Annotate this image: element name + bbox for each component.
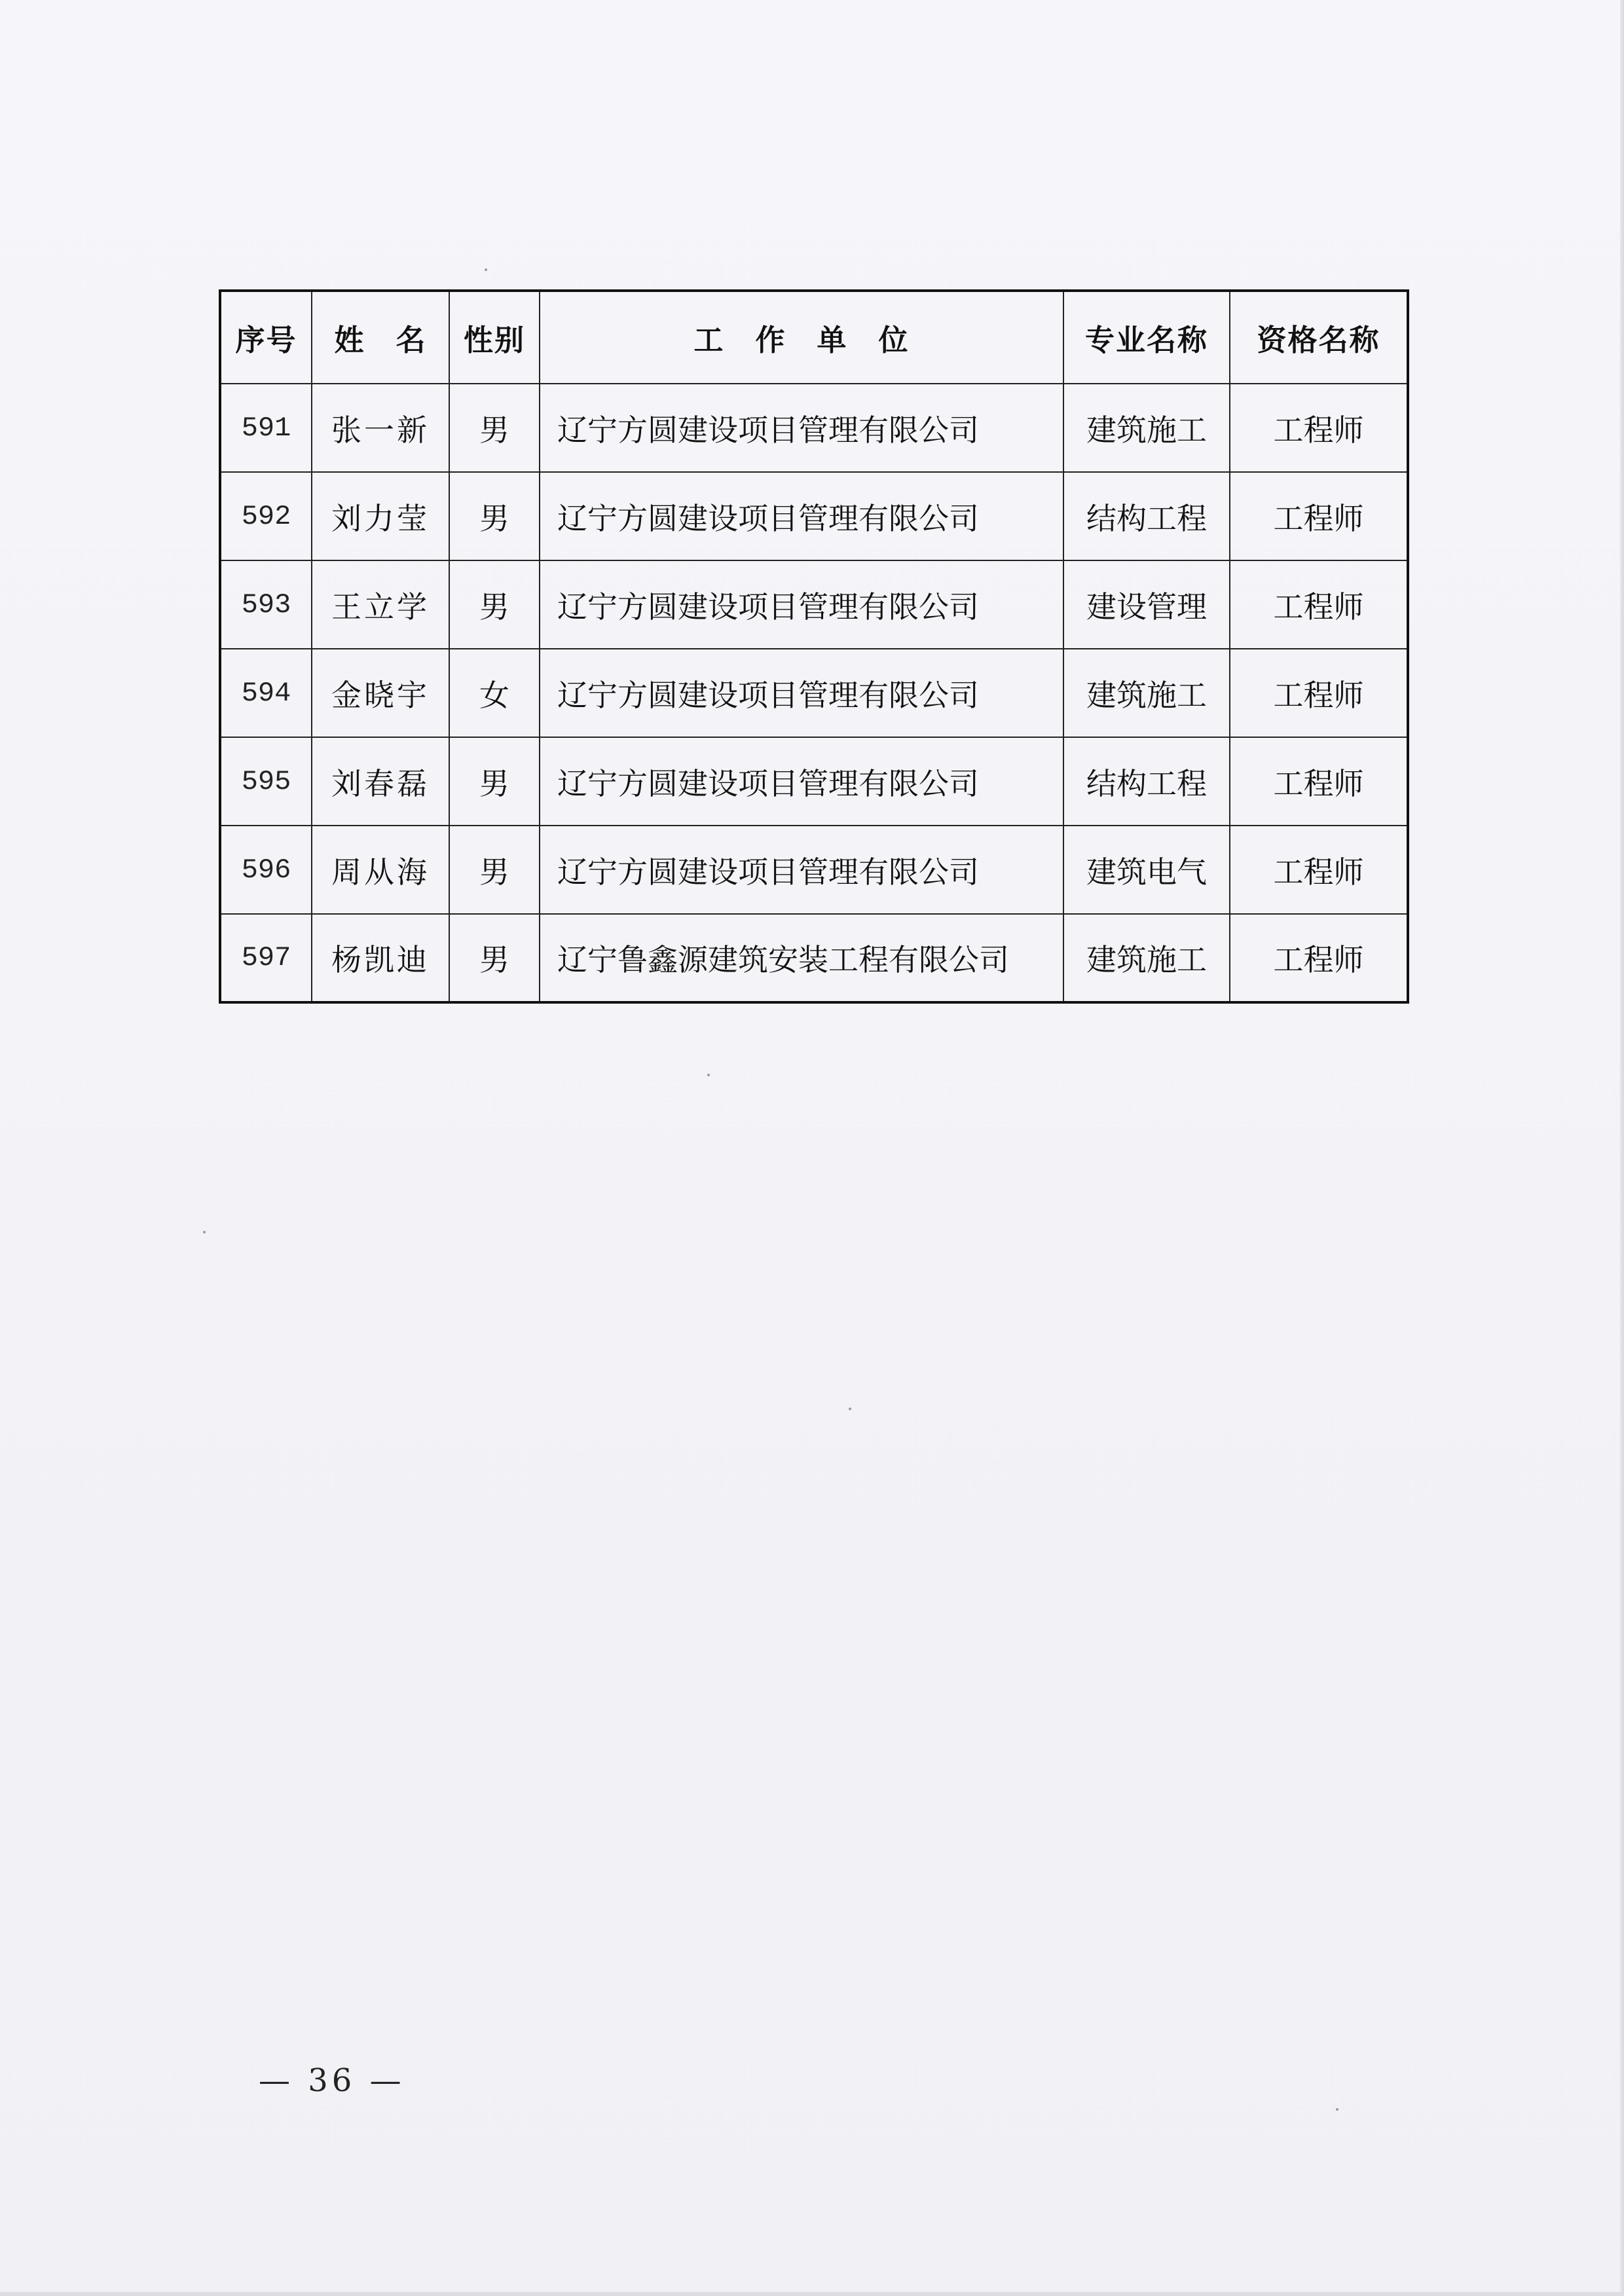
- header-unit: 工 作 单 位: [540, 291, 1063, 384]
- scan-speck: [849, 1408, 851, 1410]
- cell-gender: 男: [449, 826, 540, 914]
- scan-speck: [1336, 2108, 1338, 2111]
- cell-name: 王立学: [312, 560, 449, 649]
- cell-major: 结构工程: [1063, 472, 1230, 560]
- table-row: [220, 384, 1408, 472]
- cell-index: 597: [220, 914, 312, 1002]
- cell-major: 建筑施工: [1063, 914, 1230, 1002]
- cell-major: 建设管理: [1063, 560, 1230, 649]
- cell-qualification: 工程师: [1230, 649, 1408, 737]
- cell-name: 杨凯迪: [312, 914, 449, 1002]
- cell-qualification: 工程师: [1230, 914, 1408, 1002]
- cell-unit: 辽宁方圆建设项目管理有限公司: [540, 737, 1063, 826]
- scan-edge-right: [1620, 0, 1624, 2296]
- table-row: [220, 737, 1408, 826]
- table-row: [220, 472, 1408, 560]
- cell-name: 金晓宇: [312, 649, 449, 737]
- cell-unit: 辽宁方圆建设项目管理有限公司: [540, 826, 1063, 914]
- cell-unit: 辽宁方圆建设项目管理有限公司: [540, 560, 1063, 649]
- cell-qualification: 工程师: [1230, 384, 1408, 472]
- cell-gender: 女: [449, 649, 540, 737]
- header-gender: 性别: [449, 291, 540, 384]
- cell-qualification: 工程师: [1230, 826, 1408, 914]
- cell-name: 周从海: [312, 826, 449, 914]
- header-name: 姓 名: [312, 291, 449, 384]
- cell-gender: 男: [449, 560, 540, 649]
- cell-qualification: 工程师: [1230, 560, 1408, 649]
- cell-qualification: 工程师: [1230, 737, 1408, 826]
- header-major: 专业名称: [1063, 291, 1230, 384]
- cell-name: 刘春磊: [312, 737, 449, 826]
- cell-major: 建筑电气: [1063, 826, 1230, 914]
- cell-gender: 男: [449, 914, 540, 1002]
- table-row: [220, 560, 1408, 649]
- scan-edge-bottom: [0, 2292, 1624, 2296]
- cell-unit: 辽宁方圆建设项目管理有限公司: [540, 472, 1063, 560]
- scan-speck: [485, 268, 487, 271]
- table-row: [220, 914, 1408, 1002]
- cell-major: 结构工程: [1063, 737, 1230, 826]
- cell-unit: 辽宁方圆建设项目管理有限公司: [540, 384, 1063, 472]
- header-index: 序号: [220, 291, 312, 384]
- cell-index: 593: [220, 560, 312, 649]
- cell-unit: 辽宁方圆建设项目管理有限公司: [540, 649, 1063, 737]
- table-row: [220, 826, 1408, 914]
- header-qualification: 资格名称: [1230, 291, 1408, 384]
- cell-name: 刘力莹: [312, 472, 449, 560]
- cell-index: 592: [220, 472, 312, 560]
- scan-speck: [203, 1231, 206, 1233]
- cell-index: 591: [220, 384, 312, 472]
- cell-index: 596: [220, 826, 312, 914]
- page-number: — 36 —: [259, 2062, 405, 2099]
- cell-gender: 男: [449, 384, 540, 472]
- table-row: [220, 649, 1408, 737]
- cell-gender: 男: [449, 737, 540, 826]
- cell-name: 张一新: [312, 384, 449, 472]
- cell-index: 594: [220, 649, 312, 737]
- cell-unit: 辽宁鲁鑫源建筑安装工程有限公司: [540, 914, 1063, 1002]
- roster-table: [219, 289, 1409, 1004]
- cell-gender: 男: [449, 472, 540, 560]
- cell-major: 建筑施工: [1063, 384, 1230, 472]
- cell-major: 建筑施工: [1063, 649, 1230, 737]
- scan-speck: [707, 1074, 710, 1076]
- table-header-row: [220, 291, 1408, 384]
- cell-index: 595: [220, 737, 312, 826]
- cell-qualification: 工程师: [1230, 472, 1408, 560]
